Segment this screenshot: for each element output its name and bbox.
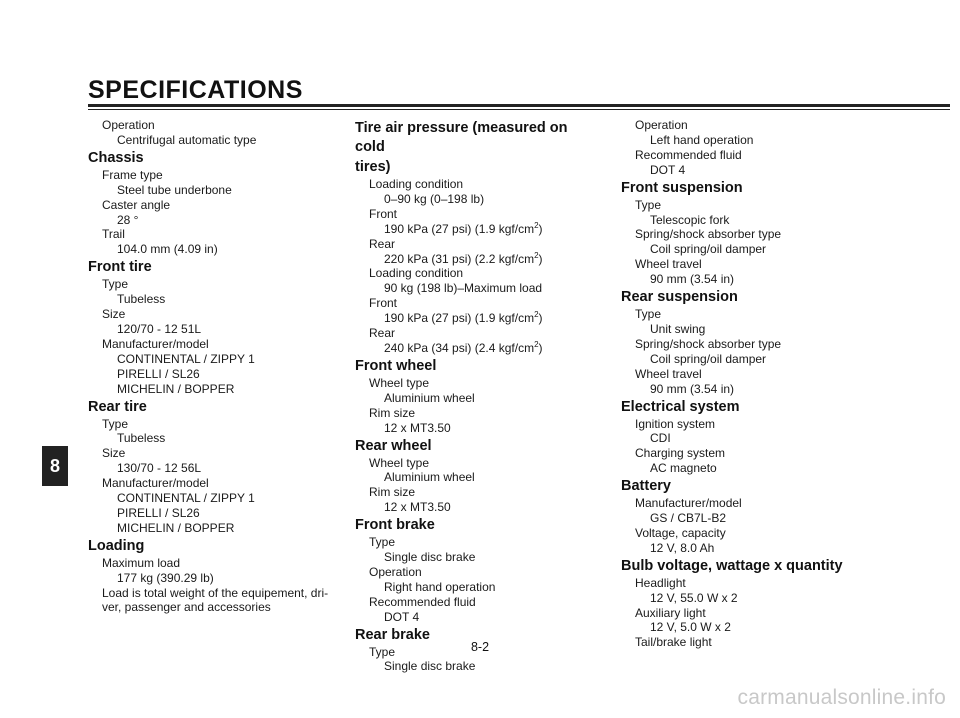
section-heading: tires) [355,159,391,175]
spec-value: Tubeless [117,292,166,307]
spec-value: DOT 4 [384,609,420,624]
spec-label: Charging system [635,446,726,461]
spec-label: Rim size [369,485,416,500]
spec-column-2 [355,118,595,674]
spec-label: Recommended fluid [369,594,476,609]
spec-label: Type [102,416,129,431]
spec-label: Type [102,277,129,292]
section-heading: Rear brake [355,626,430,643]
spec-value: 220 kPa (31 psi) (2.2 kgf/$cm^2$) [384,250,543,266]
spec-value: 12 V, 5.0 W x 2 [650,620,731,635]
spec-value: Coil spring/oil damper [650,242,767,257]
spec-label: Wheel type [369,455,430,470]
spec-value: Left hand operation [650,132,754,147]
spec-value: MICHELIN / BOPPER [117,520,235,535]
spec-value: CONTINENTAL / ZIPPY 1 [117,491,255,506]
spec-value: 12 V, 55.0 W x 2 [650,590,738,605]
section-heading: Electrical system [621,398,740,415]
spec-label: Frame type [102,167,163,182]
spec-label: Ignition system [635,416,716,431]
superscript: 2 [534,250,539,260]
spec-label: Operation [369,564,422,579]
spec-label: Type [635,307,662,322]
spec-label: Headlight [635,575,686,590]
section-heading: Rear suspension [621,289,738,306]
spec-label: ver, passenger and accessories [102,600,271,615]
spec-label: Operation [635,118,688,132]
spec-label: Type [635,197,662,212]
spec-value: 240 kPa (34 psi) (2.4 kgf/$cm^2$) [384,339,543,355]
section-heading: Rear tire [88,398,147,415]
title-rule-thick [88,104,950,107]
spec-value: AC magneto [650,461,717,476]
spec-label: Front [369,296,398,311]
spec-value: MICHELIN / BOPPER [117,381,235,396]
spec-value: Tubeless [117,431,166,446]
spec-label: Size [102,307,126,322]
spec-value: 90 mm (3.54 in) [650,381,735,396]
superscript: 2 [534,310,539,320]
spec-value: DOT 4 [650,162,686,177]
spec-label: Manufacturer/model [635,496,742,511]
spec-value: Single disc brake [384,550,476,565]
spec-column-1 [88,118,338,615]
spec-label: Type [369,535,396,550]
spec-label: Caster angle [102,197,171,212]
section-heading: Front wheel [355,357,437,374]
spec-label: Voltage, capacity [635,525,726,540]
spec-label: Size [102,446,126,461]
section-heading: Front suspension [621,179,743,196]
page-title: SPECIFICATIONS [88,76,303,104]
spec-value: 12 x MT3.50 [384,420,451,435]
spec-value: 0–90 kg (0–198 lb) [384,191,485,206]
spec-value: 28 ° [117,212,139,227]
spec-label: Operation [102,118,155,132]
chapter-tab: 8 [42,446,68,486]
spec-value: CONTINENTAL / ZIPPY 1 [117,351,255,366]
spec-value: 90 mm (3.54 in) [650,272,735,287]
spec-value: Aluminium wheel [384,390,475,405]
spec-value: Telescopic fork [650,212,730,227]
section-heading: Rear wheel [355,437,432,454]
spec-value: 130/70 - 12 56L [117,461,202,476]
spec-value: 12 x MT3.50 [384,500,451,515]
spec-value: Coil spring/oil damper [650,351,767,366]
superscript: 2 [534,339,539,349]
section-heading: Battery [621,478,671,495]
spec-label: Rear [369,326,396,341]
spec-label: Rim size [369,405,416,420]
section-heading: Front brake [355,517,435,534]
spec-value: PIRELLI / SL26 [117,505,200,520]
spec-label: Load is total weight of the equipement, dri- [102,585,329,600]
spec-value: 90 kg (198 lb)–Maximum load [384,281,543,296]
spec-label: Loading condition [369,266,464,281]
spec-label: Auxiliary light [635,605,706,620]
spec-value: 190 kPa (27 psi) (1.9 kgf/$cm^2$) [384,310,543,326]
spec-value: Aluminium wheel [384,470,475,485]
spec-value: Single disc brake [384,659,476,674]
spec-label: Wheel travel [635,366,702,381]
spec-value: 104.0 mm (4.09 in) [117,242,218,257]
spec-value: GS / CB7L-B2 [650,511,727,526]
spec-label: Recommended fluid [635,147,742,162]
spec-label: Loading condition [369,177,464,191]
spec-label: Front [369,206,398,221]
section-heading: Front tire [88,259,152,276]
spec-label: Maximum load [102,555,181,570]
spec-label: Tail/brake light [635,635,712,650]
spec-value: 120/70 - 12 51L [117,321,202,336]
spec-label: Rear [369,236,396,251]
spec-value: Unit swing [650,321,706,336]
section-heading: Loading [88,537,145,554]
spec-value: CDI [650,431,671,446]
spec-value: Steel tube underbone [117,182,232,197]
spec-value: 177 kg (390.29 lb) [117,570,214,585]
page-number: 8-2 [470,640,490,654]
spec-label: Wheel type [369,375,430,390]
spec-label: Spring/shock absorber type [635,227,782,242]
spec-value: PIRELLI / SL26 [117,366,200,381]
title-rule-thin [88,109,950,110]
superscript: 2 [534,220,539,230]
spec-label: Wheel travel [635,257,702,272]
section-heading: Tire air pressure (measured on cold [355,120,568,155]
spec-label: Type [369,644,396,659]
section-heading: Chassis [88,149,144,166]
spec-label: Spring/shock absorber type [635,336,782,351]
section-heading: Bulb voltage, wattage x quantity [621,557,843,574]
spec-label: Manufacturer/model [102,336,209,351]
spec-value: 190 kPa (27 psi) (1.9 kgf/$cm^2$) [384,220,543,236]
spec-label: Manufacturer/model [102,476,209,491]
spec-label: Trail [102,227,125,242]
spec-value: Centrifugal automatic type [117,132,257,147]
spec-value: 12 V, 8.0 Ah [650,540,715,555]
spec-value: Right hand operation [384,579,496,594]
watermark: carmanualsonline.info [737,686,946,709]
spec-column-3 [621,118,871,650]
